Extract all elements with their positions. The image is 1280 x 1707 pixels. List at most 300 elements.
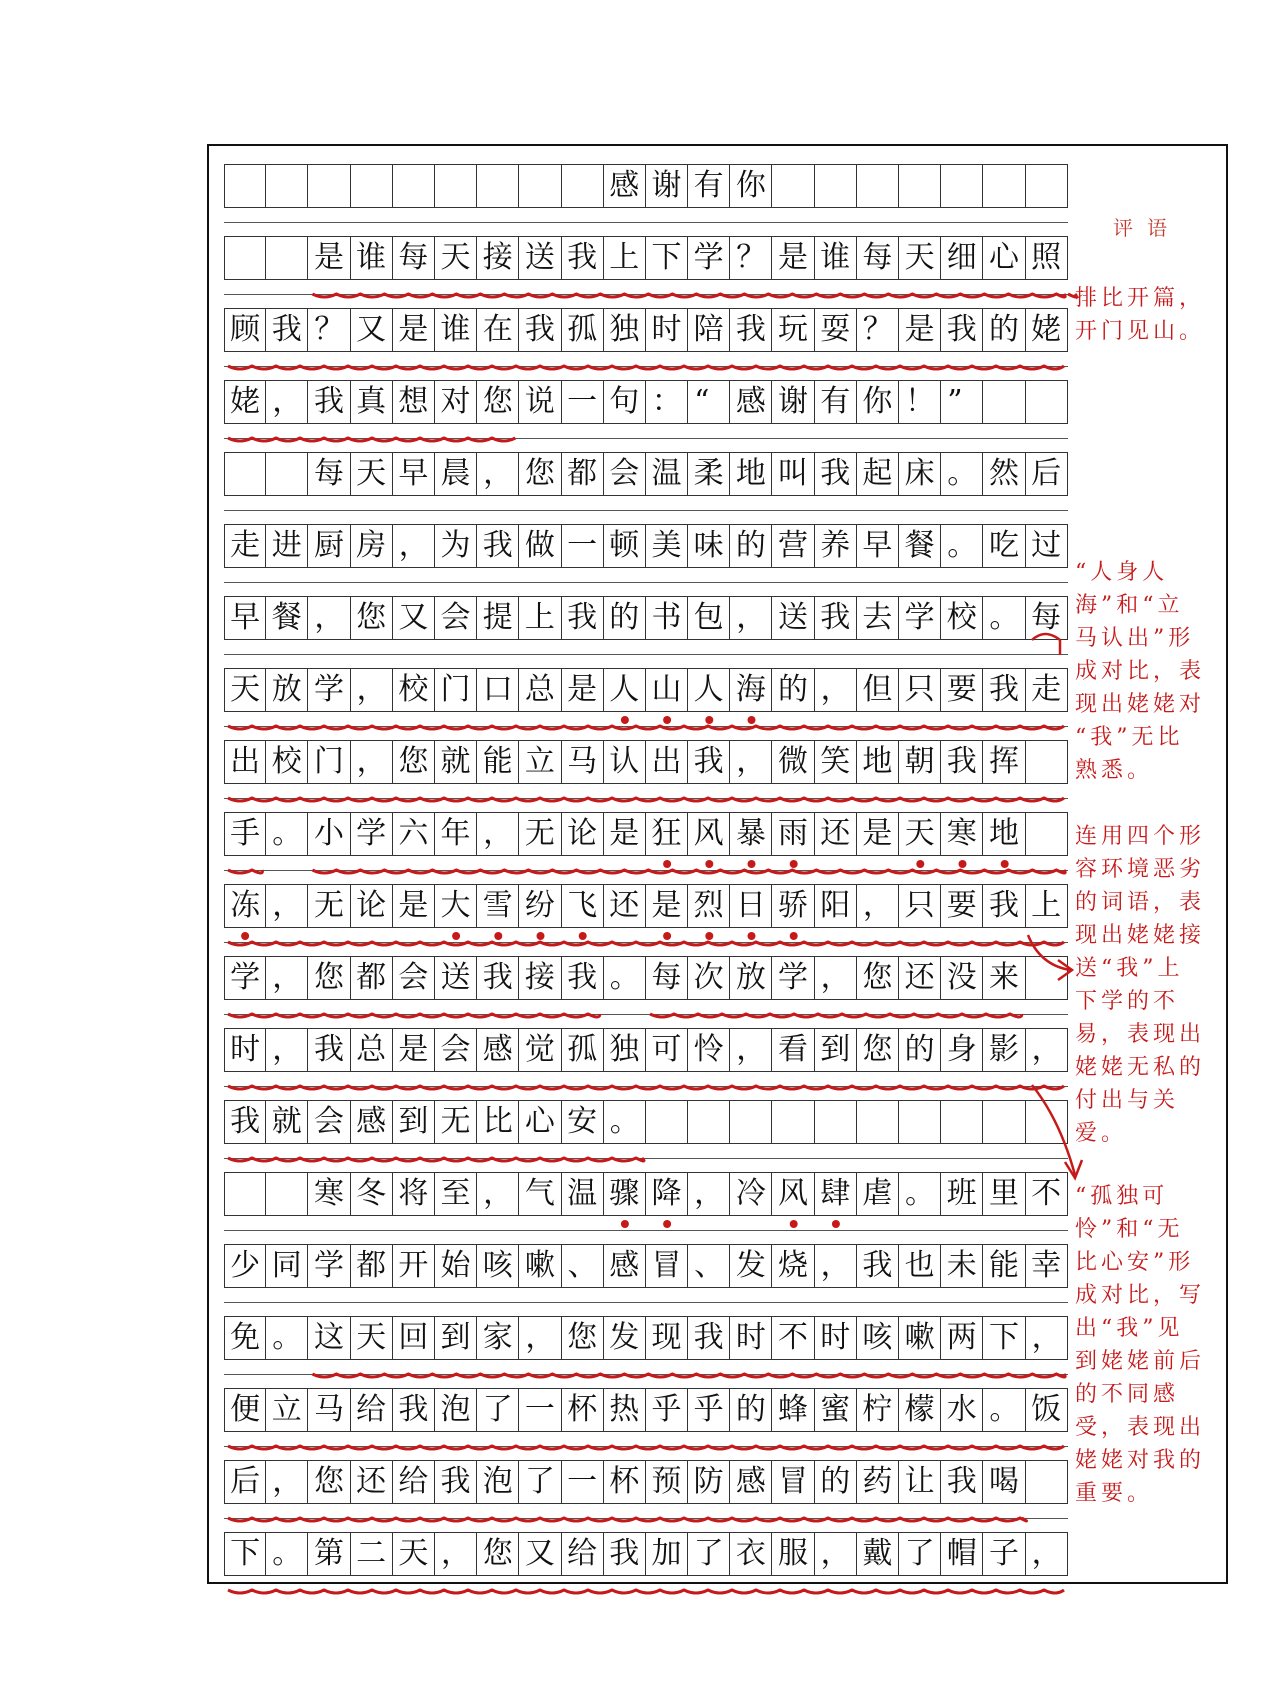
grid-cell: 句 xyxy=(604,381,646,423)
grid-cell: 要 xyxy=(941,885,983,927)
grid-cell: 里 xyxy=(983,1173,1025,1215)
grid-cell xyxy=(1026,165,1068,207)
grid-cell: ， xyxy=(477,453,519,495)
grid-cell: 未 xyxy=(941,1245,983,1287)
grid-cell: 可 xyxy=(646,1029,688,1071)
grid-cell xyxy=(772,165,814,207)
grid-cell: 下 xyxy=(646,237,688,279)
essay-row xyxy=(224,236,1068,280)
grid-cell: 我 xyxy=(477,957,519,999)
grid-cell: 玩 xyxy=(772,309,814,351)
grid-cell: 会 xyxy=(435,597,477,639)
grid-cell: 天 xyxy=(435,237,477,279)
grid-cell: 我 xyxy=(688,1317,730,1359)
grid-cell: 时 xyxy=(815,1317,857,1359)
grid-cell: 肆 xyxy=(815,1173,857,1215)
grid-cell: 人 xyxy=(604,669,646,711)
grid-cell: 晨 xyxy=(435,453,477,495)
grid-cell: 这 xyxy=(308,1317,350,1359)
grid-cell: 看 xyxy=(772,1029,814,1071)
grid-cell: 我 xyxy=(393,1389,435,1431)
grid-cell: 您 xyxy=(351,597,393,639)
grid-cell: 陪 xyxy=(688,309,730,351)
grid-cell: ， xyxy=(393,525,435,567)
grid-cell: ， xyxy=(1026,1317,1068,1359)
grid-cell: 一 xyxy=(562,381,604,423)
essay-row xyxy=(224,1100,1068,1144)
grid-cell: 柔 xyxy=(688,453,730,495)
grid-cell xyxy=(688,1101,730,1143)
grid-cell: 我 xyxy=(815,453,857,495)
grid-cell: 会 xyxy=(308,1101,350,1143)
grid-cell: 又 xyxy=(519,1533,561,1575)
grid-cell: 一 xyxy=(562,1461,604,1503)
grid-cell: 怜 xyxy=(688,1029,730,1071)
grid-cell: 顿 xyxy=(604,525,646,567)
essay-row xyxy=(224,1388,1068,1432)
essay-row xyxy=(224,524,1068,568)
grid-cell: 我 xyxy=(941,309,983,351)
grid-cell: 学 xyxy=(688,237,730,279)
grid-cell: 叫 xyxy=(772,453,814,495)
grid-cell: 吃 xyxy=(983,525,1025,567)
grid-cell: 阳 xyxy=(815,885,857,927)
grid-cell: 我 xyxy=(477,525,519,567)
grid-cell: 来 xyxy=(983,957,1025,999)
grid-cell: 会 xyxy=(435,1029,477,1071)
grid-cell: 地 xyxy=(983,813,1025,855)
grid-cell: 到 xyxy=(393,1101,435,1143)
grid-cell xyxy=(857,1101,899,1143)
grid-cell: 风 xyxy=(688,813,730,855)
essay-grid xyxy=(224,147,1068,1577)
grid-cell: 烧 xyxy=(772,1245,814,1287)
grid-cell: 您 xyxy=(519,453,561,495)
grid-cell: 上 xyxy=(519,597,561,639)
grid-cell: ， xyxy=(730,741,772,783)
grid-cell: 烈 xyxy=(688,885,730,927)
grid-cell: 感 xyxy=(351,1101,393,1143)
grid-cell: 口 xyxy=(477,669,519,711)
grid-cell: 照 xyxy=(1026,237,1068,279)
grid-cell: 床 xyxy=(899,453,941,495)
grid-cell: ？ xyxy=(730,237,772,279)
grid-cell: 是 xyxy=(562,669,604,711)
grid-cell: 挥 xyxy=(983,741,1025,783)
grid-cell: 提 xyxy=(477,597,519,639)
grid-cell xyxy=(266,237,308,279)
grid-cell: 送 xyxy=(519,237,561,279)
comment-4: “孤独可 怜”和“无 比心安”形 成对比，写 出“我”见 到姥姥前后 的不同感 受，表现出 姥姥对我的 重要。 xyxy=(1075,1184,1206,1506)
grid-cell: 您 xyxy=(477,381,519,423)
grid-cell: 。 xyxy=(266,1317,308,1359)
grid-cell: 了 xyxy=(519,1461,561,1503)
grid-cell: 加 xyxy=(646,1533,688,1575)
grid-cell: 六 xyxy=(393,813,435,855)
essay-row xyxy=(224,452,1068,496)
grid-cell: 同 xyxy=(266,1245,308,1287)
grid-cell: 手 xyxy=(224,813,266,855)
essay-row xyxy=(224,596,1068,640)
grid-cell: ， xyxy=(815,1245,857,1287)
grid-cell: 立 xyxy=(519,741,561,783)
grid-cell: 回 xyxy=(393,1317,435,1359)
grid-cell xyxy=(351,165,393,207)
grid-cell: 走 xyxy=(1026,669,1068,711)
grid-cell: 顾 xyxy=(224,309,266,351)
grid-cell: 冷 xyxy=(730,1173,772,1215)
grid-cell: 安 xyxy=(562,1101,604,1143)
grid-cell: 天 xyxy=(224,669,266,711)
grid-cell: 大 xyxy=(435,885,477,927)
grid-cell: 能 xyxy=(477,741,519,783)
row-gap-line xyxy=(224,798,1068,799)
grid-cell xyxy=(266,165,308,207)
grid-cell: 天 xyxy=(351,1317,393,1359)
grid-cell: 立 xyxy=(266,1389,308,1431)
grid-cell: 将 xyxy=(393,1173,435,1215)
essay-row xyxy=(224,812,1068,856)
grid-cell xyxy=(857,165,899,207)
grid-cell: 飞 xyxy=(562,885,604,927)
grid-cell: 热 xyxy=(604,1389,646,1431)
grid-cell: 我 xyxy=(941,741,983,783)
grid-cell: 孤 xyxy=(562,309,604,351)
grid-cell: 放 xyxy=(266,669,308,711)
grid-cell: 每 xyxy=(857,237,899,279)
essay-row xyxy=(224,1532,1068,1576)
grid-cell: 心 xyxy=(519,1101,561,1143)
grid-cell: 会 xyxy=(393,957,435,999)
grid-cell: 狂 xyxy=(646,813,688,855)
grid-cell: 又 xyxy=(351,309,393,351)
grid-cell: 子 xyxy=(983,1533,1025,1575)
grid-cell: 只 xyxy=(899,885,941,927)
grid-cell: 天 xyxy=(393,1533,435,1575)
grid-cell: 在 xyxy=(477,309,519,351)
grid-cell: 感 xyxy=(604,1245,646,1287)
grid-cell: 冻 xyxy=(224,885,266,927)
grid-cell: 是 xyxy=(899,309,941,351)
grid-cell: 都 xyxy=(351,1245,393,1287)
grid-cell: 我 xyxy=(562,237,604,279)
grid-cell: ， xyxy=(308,597,350,639)
grid-cell: 我 xyxy=(308,1029,350,1071)
grid-cell: ！ xyxy=(899,381,941,423)
grid-cell: 接 xyxy=(477,237,519,279)
grid-cell: 温 xyxy=(646,453,688,495)
grid-cell: 日 xyxy=(730,885,772,927)
grid-cell: 总 xyxy=(519,669,561,711)
grid-cell: 我 xyxy=(519,309,561,351)
grid-cell: 。 xyxy=(604,1101,646,1143)
grid-cell: 。 xyxy=(941,525,983,567)
essay-row xyxy=(224,956,1068,1000)
grid-cell xyxy=(519,165,561,207)
grid-cell: ， xyxy=(266,1029,308,1071)
grid-cell: 药 xyxy=(857,1461,899,1503)
grid-cell: 了 xyxy=(477,1389,519,1431)
grid-cell: 给 xyxy=(562,1533,604,1575)
grid-cell: 微 xyxy=(772,741,814,783)
grid-cell: 我 xyxy=(857,1245,899,1287)
grid-cell: 无 xyxy=(308,885,350,927)
grid-cell: 我 xyxy=(224,1101,266,1143)
grid-cell: 少 xyxy=(224,1245,266,1287)
grid-cell: 一 xyxy=(519,1389,561,1431)
grid-cell: 上 xyxy=(604,237,646,279)
grid-cell: 我 xyxy=(562,597,604,639)
grid-cell: ？ xyxy=(857,309,899,351)
grid-cell: 书 xyxy=(646,597,688,639)
grid-cell: 论 xyxy=(562,813,604,855)
grid-cell: 了 xyxy=(688,1533,730,1575)
grid-cell: “ xyxy=(688,381,730,423)
essay-row xyxy=(224,380,1068,424)
grid-cell: 天 xyxy=(899,237,941,279)
row-gap-line xyxy=(224,942,1068,943)
essay-row xyxy=(224,740,1068,784)
grid-cell: 杯 xyxy=(604,1461,646,1503)
grid-cell: 谢 xyxy=(772,381,814,423)
grid-cell: 我 xyxy=(941,1461,983,1503)
grid-cell: 我 xyxy=(983,885,1025,927)
grid-cell: 地 xyxy=(730,453,772,495)
grid-cell: 我 xyxy=(604,1533,646,1575)
grid-cell: 都 xyxy=(351,957,393,999)
grid-cell: 马 xyxy=(562,741,604,783)
grid-cell: 我 xyxy=(983,669,1025,711)
essay-row xyxy=(224,1316,1068,1360)
grid-cell xyxy=(224,237,266,279)
grid-cell: 为 xyxy=(435,525,477,567)
grid-cell: ， xyxy=(266,381,308,423)
grid-cell: 感 xyxy=(477,1029,519,1071)
grid-cell: 餐 xyxy=(266,597,308,639)
grid-cell: ， xyxy=(477,1173,519,1215)
grid-cell: 就 xyxy=(435,741,477,783)
grid-cell: 降 xyxy=(646,1173,688,1215)
grid-cell: 。 xyxy=(266,1533,308,1575)
grid-cell: ， xyxy=(815,957,857,999)
grid-cell: ？ xyxy=(308,309,350,351)
grid-cell: 厨 xyxy=(308,525,350,567)
grid-cell: 是 xyxy=(772,237,814,279)
grid-cell: 房 xyxy=(351,525,393,567)
grid-cell: 风 xyxy=(772,1173,814,1215)
grid-cell: 戴 xyxy=(857,1533,899,1575)
grid-cell: 。 xyxy=(941,453,983,495)
grid-cell xyxy=(772,1101,814,1143)
grid-cell: 我 xyxy=(688,741,730,783)
grid-cell: 还 xyxy=(604,885,646,927)
row-gap-line xyxy=(224,294,1068,295)
essay-row xyxy=(224,668,1068,712)
grid-cell: 独 xyxy=(604,1029,646,1071)
grid-cell: 是 xyxy=(393,309,435,351)
grid-cell: 一 xyxy=(562,525,604,567)
grid-cell: 乎 xyxy=(646,1389,688,1431)
grid-cell xyxy=(899,1101,941,1143)
essay-title-row xyxy=(224,164,1068,208)
grid-cell: 是 xyxy=(857,813,899,855)
grid-cell xyxy=(435,165,477,207)
grid-cell xyxy=(815,1101,857,1143)
grid-cell: 但 xyxy=(857,669,899,711)
grid-cell: 您 xyxy=(857,957,899,999)
grid-cell: 的 xyxy=(730,525,772,567)
grid-cell: 只 xyxy=(899,669,941,711)
grid-cell: 笑 xyxy=(815,741,857,783)
grid-cell: ” xyxy=(941,381,983,423)
grid-cell: ， xyxy=(730,1029,772,1071)
grid-cell xyxy=(308,165,350,207)
grid-cell: 衣 xyxy=(730,1533,772,1575)
grid-cell: 蜂 xyxy=(772,1389,814,1431)
grid-cell: ， xyxy=(519,1317,561,1359)
grid-cell: 总 xyxy=(351,1029,393,1071)
grid-cell: 第 xyxy=(308,1533,350,1575)
grid-cell: 的 xyxy=(899,1029,941,1071)
grid-cell: ， xyxy=(1026,1029,1068,1071)
essay-row xyxy=(224,1028,1068,1072)
grid-cell: 每 xyxy=(393,237,435,279)
grid-cell: 比 xyxy=(477,1101,519,1143)
grid-cell: 学 xyxy=(224,957,266,999)
grid-cell: 养 xyxy=(815,525,857,567)
grid-cell: 学 xyxy=(899,597,941,639)
grid-cell: 暴 xyxy=(730,813,772,855)
grid-cell xyxy=(224,1173,266,1215)
grid-cell: 雪 xyxy=(477,885,519,927)
grid-cell: 有 xyxy=(688,165,730,207)
grid-cell: 包 xyxy=(688,597,730,639)
grid-cell: 。 xyxy=(983,1389,1025,1431)
grid-cell: 冒 xyxy=(772,1461,814,1503)
grid-cell: 朝 xyxy=(899,741,941,783)
grid-cell: 马 xyxy=(308,1389,350,1431)
row-gap-line xyxy=(224,1158,1068,1159)
grid-cell: 您 xyxy=(562,1317,604,1359)
grid-cell: 感 xyxy=(730,381,772,423)
grid-cell: 杯 xyxy=(562,1389,604,1431)
grid-cell: 细 xyxy=(941,237,983,279)
essay-row xyxy=(224,308,1068,352)
grid-cell: 给 xyxy=(393,1461,435,1503)
grid-cell: 纷 xyxy=(519,885,561,927)
grid-cell: 预 xyxy=(646,1461,688,1503)
grid-cell: 您 xyxy=(477,1533,519,1575)
grid-cell: 咳 xyxy=(857,1317,899,1359)
grid-cell: 二 xyxy=(351,1533,393,1575)
grid-cell xyxy=(646,1101,688,1143)
grid-cell: 时 xyxy=(730,1317,772,1359)
grid-cell: ， xyxy=(266,1461,308,1503)
grid-cell: 觉 xyxy=(519,1029,561,1071)
grid-cell: 您 xyxy=(393,741,435,783)
grid-cell: 早 xyxy=(857,525,899,567)
grid-cell: 美 xyxy=(646,525,688,567)
essay-row xyxy=(224,1172,1068,1216)
grid-cell: 。 xyxy=(604,957,646,999)
grid-cell: 起 xyxy=(857,453,899,495)
grid-cell: 想 xyxy=(393,381,435,423)
grid-cell xyxy=(941,165,983,207)
row-gap-line xyxy=(224,1446,1068,1447)
row-gap-line xyxy=(224,726,1068,727)
grid-cell: 给 xyxy=(351,1389,393,1431)
essay-row xyxy=(224,884,1068,928)
grid-cell: 是 xyxy=(646,885,688,927)
grid-cell: 餐 xyxy=(899,525,941,567)
grid-cell: 海 xyxy=(730,669,772,711)
grid-cell: 了 xyxy=(899,1533,941,1575)
grid-cell: ， xyxy=(730,597,772,639)
essay-row xyxy=(224,1244,1068,1288)
grid-cell: 人 xyxy=(688,669,730,711)
grid-cell xyxy=(983,381,1025,423)
grid-cell: ， xyxy=(266,957,308,999)
grid-cell: ： xyxy=(646,381,688,423)
grid-cell: 论 xyxy=(351,885,393,927)
comment-2: “人身人 海”和“立 马认出”形 成对比，表 现出姥姥对 “我”无比 熟悉。 xyxy=(1075,560,1206,783)
grid-cell: 发 xyxy=(604,1317,646,1359)
grid-cell: ， xyxy=(815,669,857,711)
grid-cell: 没 xyxy=(941,957,983,999)
grid-cell: 。 xyxy=(899,1173,941,1215)
grid-cell xyxy=(899,165,941,207)
grid-cell: 对 xyxy=(435,381,477,423)
grid-cell: 感 xyxy=(604,165,646,207)
grid-cell: 您 xyxy=(308,957,350,999)
grid-cell: 发 xyxy=(730,1245,772,1287)
grid-cell: 水 xyxy=(941,1389,983,1431)
grid-cell xyxy=(393,165,435,207)
grid-cell: 要 xyxy=(941,669,983,711)
grid-cell: 帽 xyxy=(941,1533,983,1575)
grid-cell: 我 xyxy=(308,381,350,423)
grid-cell: 说 xyxy=(519,381,561,423)
grid-cell: 时 xyxy=(224,1029,266,1071)
row-gap-line xyxy=(224,438,1068,439)
grid-cell: 温 xyxy=(562,1173,604,1215)
grid-cell: 雨 xyxy=(772,813,814,855)
grid-cell: 谢 xyxy=(646,165,688,207)
grid-cell: 送 xyxy=(435,957,477,999)
grid-cell: 门 xyxy=(308,741,350,783)
grid-cell: 校 xyxy=(266,741,308,783)
grid-cell: 做 xyxy=(519,525,561,567)
grid-cell: 年 xyxy=(435,813,477,855)
grid-cell: 去 xyxy=(857,597,899,639)
grid-cell: 独 xyxy=(604,309,646,351)
grid-cell xyxy=(730,1101,772,1143)
grid-cell: 营 xyxy=(772,525,814,567)
grid-cell: 班 xyxy=(941,1173,983,1215)
grid-cell: 学 xyxy=(308,1245,350,1287)
grid-cell xyxy=(941,1101,983,1143)
grid-cell xyxy=(983,165,1025,207)
row-gap-line xyxy=(224,1302,1068,1303)
grid-cell: 校 xyxy=(393,669,435,711)
grid-cell: 不 xyxy=(1026,1173,1068,1215)
grid-cell: 免 xyxy=(224,1317,266,1359)
grid-cell: 我 xyxy=(266,309,308,351)
grid-cell: 冬 xyxy=(351,1173,393,1215)
grid-cell: 每 xyxy=(308,453,350,495)
row-gap-line xyxy=(224,870,1068,871)
grid-cell: 早 xyxy=(224,597,266,639)
